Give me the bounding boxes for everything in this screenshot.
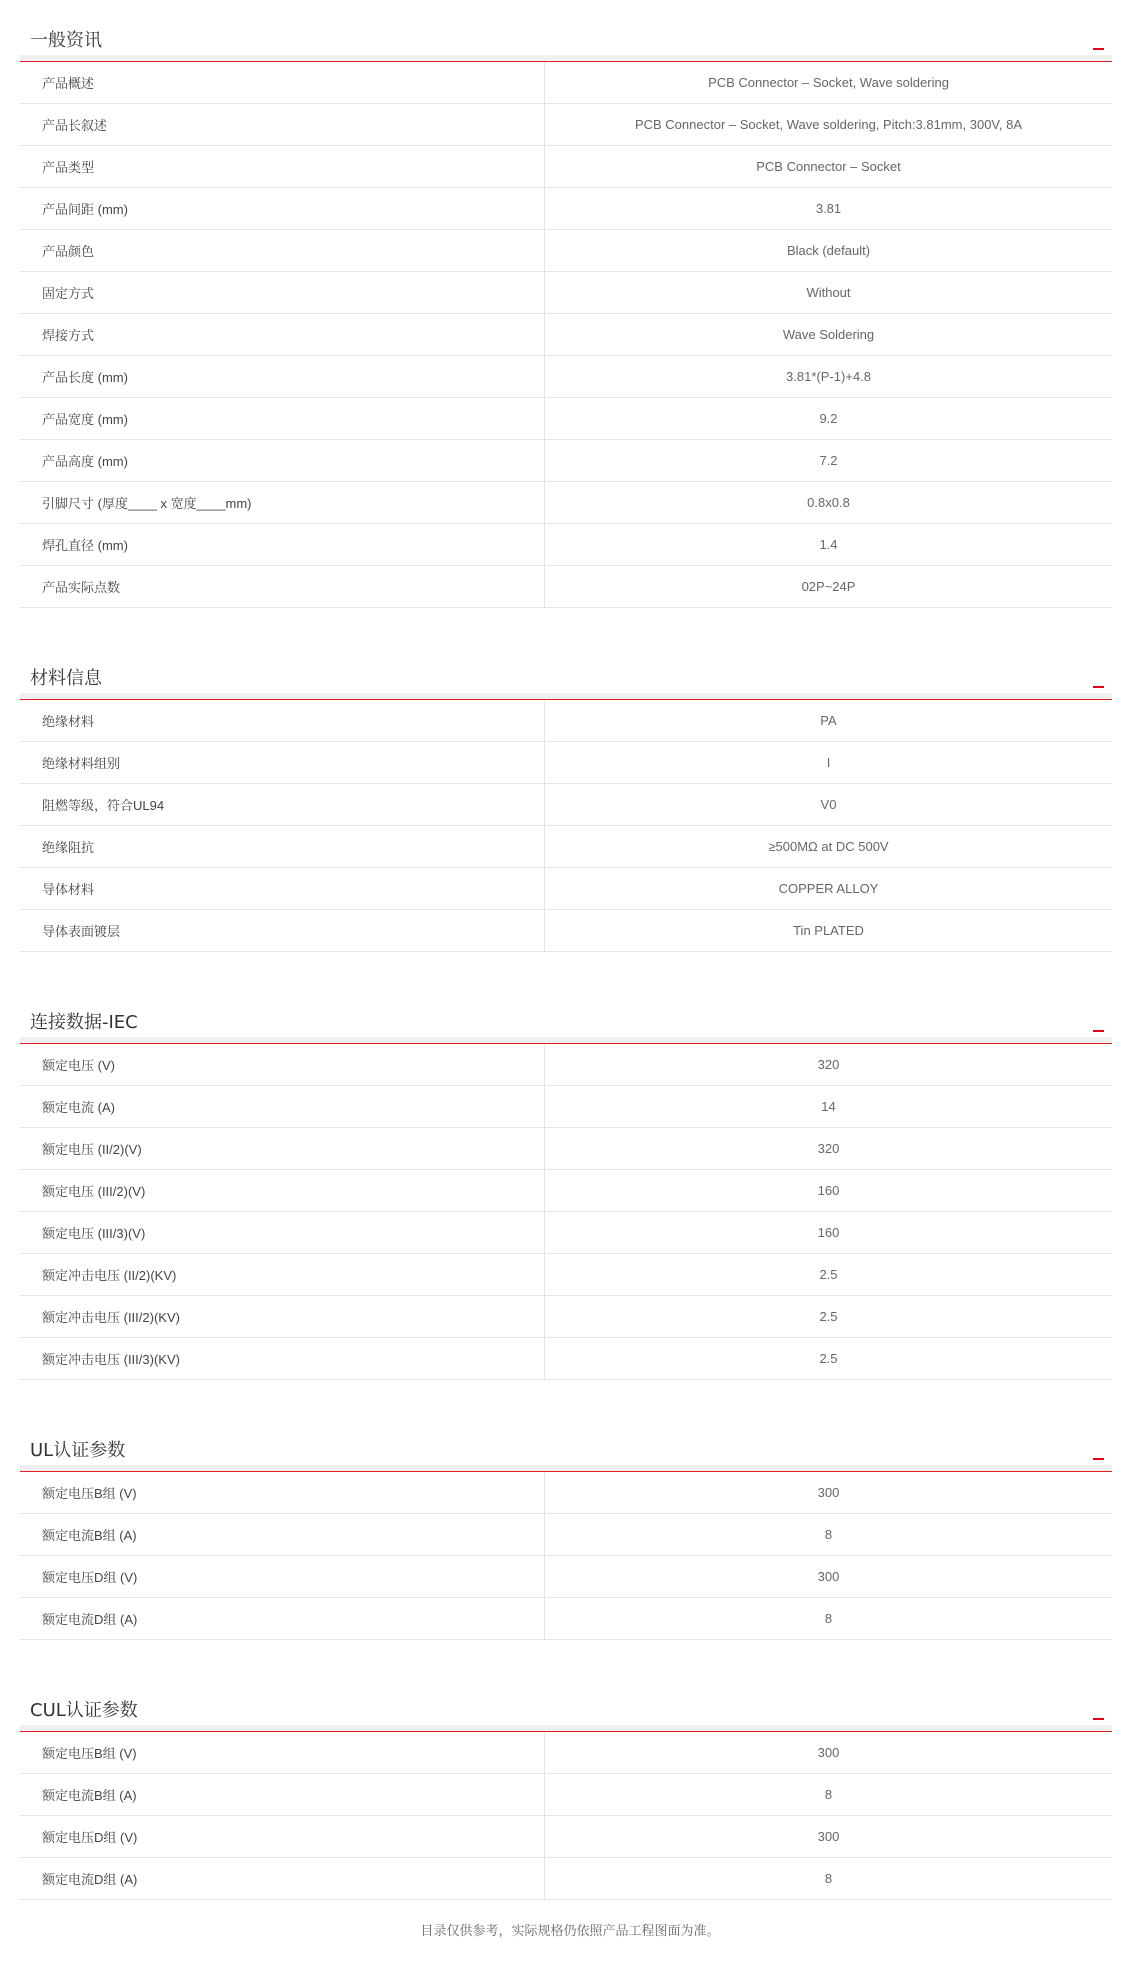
footer-note: 目录仅供参考，实际规格仍依照产品工程图面为准。 bbox=[420, 1923, 720, 1938]
section-title: 连接数据-IEC bbox=[30, 1012, 138, 1033]
spec-value: 14 bbox=[545, 1086, 1113, 1128]
spec-value: 3.81 bbox=[545, 188, 1113, 230]
table-row bbox=[20, 1170, 1112, 1212]
spec-label: 阻燃等级，符合UL94 bbox=[20, 784, 545, 826]
spec-value: 160 bbox=[545, 1170, 1113, 1212]
spec-label: 额定电流 (A) bbox=[20, 1086, 545, 1128]
table-row bbox=[20, 1128, 1112, 1170]
spec-value: 2.5 bbox=[545, 1254, 1113, 1296]
spec-label: 焊孔直径 (mm) bbox=[20, 524, 545, 566]
table-row bbox=[20, 566, 1112, 608]
spec-value: 160 bbox=[545, 1212, 1113, 1254]
table-row bbox=[20, 868, 1112, 910]
spec-label: 额定冲击电压 (III/2)(KV) bbox=[20, 1296, 545, 1338]
section-header bbox=[20, 0, 1112, 62]
spec-label: 额定电流D组 (A) bbox=[20, 1598, 545, 1640]
spec-section bbox=[20, 1670, 1112, 1900]
spec-value: 300 bbox=[545, 1472, 1113, 1514]
spec-value: PCB Connector – Socket, Wave soldering bbox=[545, 62, 1113, 104]
section-header bbox=[20, 638, 1112, 700]
section-header bbox=[20, 1670, 1112, 1732]
spec-label: 引脚尺寸 (厚度____ x 宽度____mm) bbox=[20, 482, 545, 524]
spec-value: 2.5 bbox=[545, 1338, 1113, 1380]
section-header bbox=[20, 982, 1112, 1044]
spec-table bbox=[20, 62, 1112, 608]
table-row bbox=[20, 1086, 1112, 1128]
table-row bbox=[20, 1858, 1112, 1900]
spec-label: 绝缘阻抗 bbox=[20, 826, 545, 868]
spec-label: 产品颜色 bbox=[20, 230, 545, 272]
table-row bbox=[20, 482, 1112, 524]
table-row bbox=[20, 1044, 1112, 1086]
spec-section bbox=[20, 1410, 1112, 1670]
table-row bbox=[20, 910, 1112, 952]
spec-label: 产品高度 (mm) bbox=[20, 440, 545, 482]
table-row bbox=[20, 700, 1112, 742]
spec-label: 额定电压D组 (V) bbox=[20, 1816, 545, 1858]
spec-label: 固定方式 bbox=[20, 272, 545, 314]
section-gap bbox=[20, 608, 1112, 638]
spec-label: 额定冲击电压 (III/3)(KV) bbox=[20, 1338, 545, 1380]
spec-label: 产品长叙述 bbox=[20, 104, 545, 146]
spec-label: 额定电压B组 (V) bbox=[20, 1732, 545, 1774]
spec-value: 8 bbox=[545, 1514, 1113, 1556]
spec-value: Tin PLATED bbox=[545, 910, 1113, 952]
table-row bbox=[20, 356, 1112, 398]
table-row bbox=[20, 1254, 1112, 1296]
spec-label: 额定电压 (III/3)(V) bbox=[20, 1212, 545, 1254]
spec-value: 2.5 bbox=[545, 1296, 1113, 1338]
spec-label: 绝缘材料组别 bbox=[20, 742, 545, 784]
spec-table bbox=[20, 700, 1112, 952]
section-title: 一般资讯 bbox=[30, 30, 102, 51]
spec-value: 320 bbox=[545, 1128, 1113, 1170]
spec-value: 300 bbox=[545, 1732, 1113, 1774]
spec-value: Without bbox=[545, 272, 1113, 314]
spec-value: 0.8x0.8 bbox=[545, 482, 1113, 524]
spec-value: 02P~24P bbox=[545, 566, 1113, 608]
spec-label: 绝缘材料 bbox=[20, 700, 545, 742]
section-divider bbox=[20, 699, 1112, 700]
table-row bbox=[20, 398, 1112, 440]
table-row bbox=[20, 1338, 1112, 1380]
spec-value: I bbox=[545, 742, 1113, 784]
table-row bbox=[20, 1212, 1112, 1254]
table-row bbox=[20, 104, 1112, 146]
spec-label: 额定电流B组 (A) bbox=[20, 1514, 545, 1556]
spec-value: PA bbox=[545, 700, 1113, 742]
collapse-icon[interactable] bbox=[1093, 48, 1104, 50]
spec-label: 产品长度 (mm) bbox=[20, 356, 545, 398]
table-row bbox=[20, 1732, 1112, 1774]
spec-label: 导体表面镀层 bbox=[20, 910, 545, 952]
spec-value: V0 bbox=[545, 784, 1113, 826]
spec-value: 3.81*(P-1)+4.8 bbox=[545, 356, 1113, 398]
spec-label: 产品概述 bbox=[20, 62, 545, 104]
collapse-icon[interactable] bbox=[1093, 1718, 1104, 1720]
spec-value: Black (default) bbox=[545, 230, 1113, 272]
collapse-icon[interactable] bbox=[1093, 1458, 1104, 1460]
spec-value: 8 bbox=[545, 1858, 1113, 1900]
spec-value: PCB Connector – Socket, Wave soldering, Pitch:3.81mm, 300V, 8A bbox=[545, 104, 1113, 146]
spec-value: 320 bbox=[545, 1044, 1113, 1086]
spec-value: 7.2 bbox=[545, 440, 1113, 482]
table-row bbox=[20, 1556, 1112, 1598]
section-title: UL认证参数 bbox=[30, 1440, 126, 1461]
spec-label: 产品类型 bbox=[20, 146, 545, 188]
section-divider bbox=[20, 1043, 1112, 1044]
spec-table bbox=[20, 1044, 1112, 1380]
table-row bbox=[20, 826, 1112, 868]
table-row bbox=[20, 1774, 1112, 1816]
section-divider bbox=[20, 1471, 1112, 1472]
spec-section bbox=[20, 638, 1112, 982]
spec-label: 额定电压D组 (V) bbox=[20, 1556, 545, 1598]
section-title: CUL认证参数 bbox=[30, 1700, 138, 1721]
table-row bbox=[20, 314, 1112, 356]
section-header bbox=[20, 1410, 1112, 1472]
spec-section bbox=[20, 0, 1112, 638]
spec-value: COPPER ALLOY bbox=[545, 868, 1113, 910]
spec-label: 产品宽度 (mm) bbox=[20, 398, 545, 440]
table-row bbox=[20, 1514, 1112, 1556]
spec-value: Wave Soldering bbox=[545, 314, 1113, 356]
table-row bbox=[20, 524, 1112, 566]
table-row bbox=[20, 62, 1112, 104]
spec-section bbox=[20, 982, 1112, 1410]
spec-table bbox=[20, 1732, 1112, 1900]
spec-label: 额定电流B组 (A) bbox=[20, 1774, 545, 1816]
table-row bbox=[20, 1296, 1112, 1338]
spec-label: 额定电压 (V) bbox=[20, 1044, 545, 1086]
table-row bbox=[20, 1472, 1112, 1514]
section-gap bbox=[20, 1380, 1112, 1410]
spec-sheet bbox=[20, 0, 1112, 1900]
spec-label: 额定冲击电压 (II/2)(KV) bbox=[20, 1254, 545, 1296]
spec-label: 额定电压B组 (V) bbox=[20, 1472, 545, 1514]
spec-table bbox=[20, 1472, 1112, 1640]
spec-label: 额定电压 (III/2)(V) bbox=[20, 1170, 545, 1212]
table-row bbox=[20, 146, 1112, 188]
spec-label: 额定电压 (II/2)(V) bbox=[20, 1128, 545, 1170]
spec-value: 8 bbox=[545, 1774, 1113, 1816]
section-divider bbox=[20, 1731, 1112, 1732]
spec-value: 9.2 bbox=[545, 398, 1113, 440]
section-gap bbox=[20, 952, 1112, 982]
spec-value: ≥500MΩ at DC 500V bbox=[545, 826, 1113, 868]
table-row bbox=[20, 784, 1112, 826]
collapse-icon[interactable] bbox=[1093, 686, 1104, 688]
spec-label: 额定电流D组 (A) bbox=[20, 1858, 545, 1900]
spec-label: 焊接方式 bbox=[20, 314, 545, 356]
section-gap bbox=[20, 1640, 1112, 1670]
table-row bbox=[20, 272, 1112, 314]
spec-value: 300 bbox=[545, 1816, 1113, 1858]
spec-value: 8 bbox=[545, 1598, 1113, 1640]
spec-value: 300 bbox=[545, 1556, 1113, 1598]
section-title: 材料信息 bbox=[30, 668, 102, 689]
table-row bbox=[20, 1598, 1112, 1640]
collapse-icon[interactable] bbox=[1093, 1030, 1104, 1032]
spec-value: 1.4 bbox=[545, 524, 1113, 566]
spec-label: 导体材料 bbox=[20, 868, 545, 910]
spec-label: 产品实际点数 bbox=[20, 566, 545, 608]
spec-label: 产品间距 (mm) bbox=[20, 188, 545, 230]
table-row bbox=[20, 440, 1112, 482]
table-row bbox=[20, 230, 1112, 272]
spec-value: PCB Connector – Socket bbox=[545, 146, 1113, 188]
table-row bbox=[20, 742, 1112, 784]
section-divider bbox=[20, 61, 1112, 62]
table-row bbox=[20, 1816, 1112, 1858]
table-row bbox=[20, 188, 1112, 230]
